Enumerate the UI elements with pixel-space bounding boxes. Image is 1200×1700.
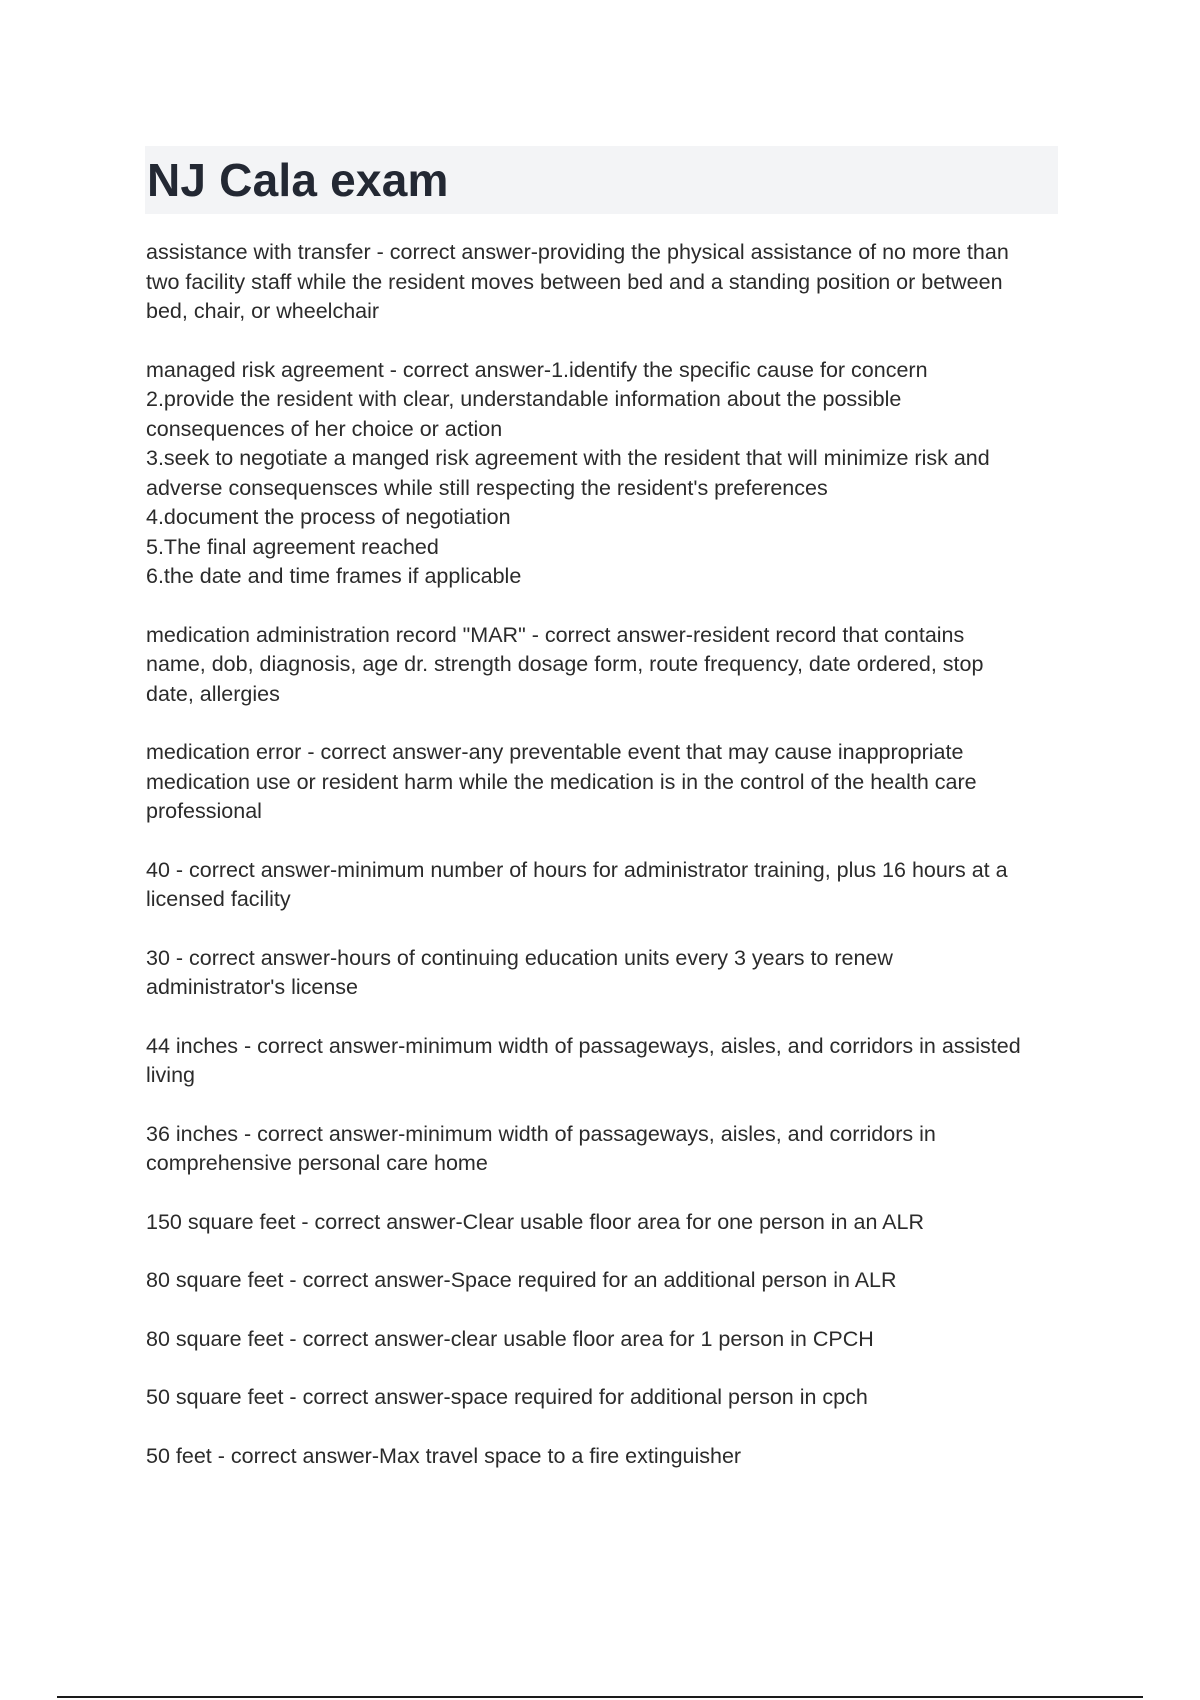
entry-line: 30 - correct answer-hours of continuing education units every 3 years to renew (146, 945, 893, 970)
flashcard-entry (146, 1032, 1058, 1091)
flashcard-entry (146, 621, 1058, 710)
entry-line: 6.the date and time frames if applicable (146, 564, 522, 588)
page-title: NJ Cala exam (147, 154, 449, 206)
entry-line: medication administration record "MAR" - correct answer-resident record that contains (146, 622, 965, 647)
entry-line: professional (146, 799, 262, 823)
entry-line: adverse consequensces while still respecting the resident's preferences (146, 475, 828, 500)
flashcard-entry (146, 1442, 1058, 1472)
entry-line: 80 square feet - correct answer-clear usable floor area for 1 person in CPCH (146, 1326, 874, 1351)
entry-line: 4.document the process of negotiation (146, 505, 511, 529)
entry-line: 2.provide the resident with clear, understandable information about the possible (146, 387, 902, 411)
entry-line: 3.seek to negotiate a manged risk agreement with the resident that will minimize risk and (146, 446, 990, 470)
entry-line: 36 inches - correct answer-minimum width of passageways, aisles, and corridors in (146, 1121, 936, 1146)
entry-line: living (146, 1063, 195, 1087)
entry-line: 50 square feet - correct answer-space required for additional person in cpch (146, 1385, 868, 1409)
entry-line: 50 feet - correct answer-Max travel space to a fire extinguisher (146, 1443, 742, 1468)
entry-line: managed risk agreement - correct answer-1.identify the specific cause for concern (146, 357, 928, 382)
title-bar (145, 146, 1058, 214)
flashcard-entry (146, 738, 1058, 827)
flashcard-entry (146, 1383, 1058, 1413)
flashcard-entry (146, 1208, 1058, 1238)
entry-line: medication use or resident harm while the medication is in the control of the health care (146, 769, 977, 794)
entry-line: 5.The final agreement reached (146, 534, 439, 559)
document-body (146, 238, 1058, 1500)
flashcard-entry (146, 944, 1058, 1003)
entry-line: 150 square feet - correct answer-Clear usable floor area for one person in an ALR (146, 1209, 925, 1234)
flashcard-entry (146, 356, 1058, 592)
entry-line: bed, chair, or wheelchair (146, 299, 380, 323)
entry-line: licensed facility (146, 887, 291, 911)
flashcard-entry (146, 856, 1058, 915)
entry-line: comprehensive personal care home (146, 1151, 488, 1175)
entry-line: date, allergies (146, 681, 280, 706)
entry-line: 44 inches - correct answer-minimum width of passageways, aisles, and corridors in assisted (146, 1033, 1021, 1058)
entry-line: 80 square feet - correct answer-Space required for an additional person in ALR (146, 1268, 897, 1292)
flashcard-entry (146, 1120, 1058, 1179)
entry-line: consequences of her choice or action (146, 416, 503, 441)
flashcard-entry (146, 1325, 1058, 1355)
flashcard-entry (146, 1266, 1058, 1296)
entry-line: administrator's license (146, 975, 359, 999)
entry-line: name, dob, diagnosis, age dr. strength dosage form, route frequency, date ordered, stop (146, 652, 984, 676)
entry-line: two facility staff while the resident moves between bed and a standing position or between (146, 269, 1003, 294)
flashcard-entry (146, 238, 1058, 327)
entry-line: assistance with transfer - correct answer-providing the physical assistance of no more than (146, 240, 1009, 264)
entry-line: 40 - correct answer-minimum number of hours for administrator training, plus 16 hours at a (146, 857, 1008, 882)
entry-line: medication error - correct answer-any preventable event that may cause inappropriate (146, 740, 964, 764)
footer-divider (57, 1696, 1143, 1698)
